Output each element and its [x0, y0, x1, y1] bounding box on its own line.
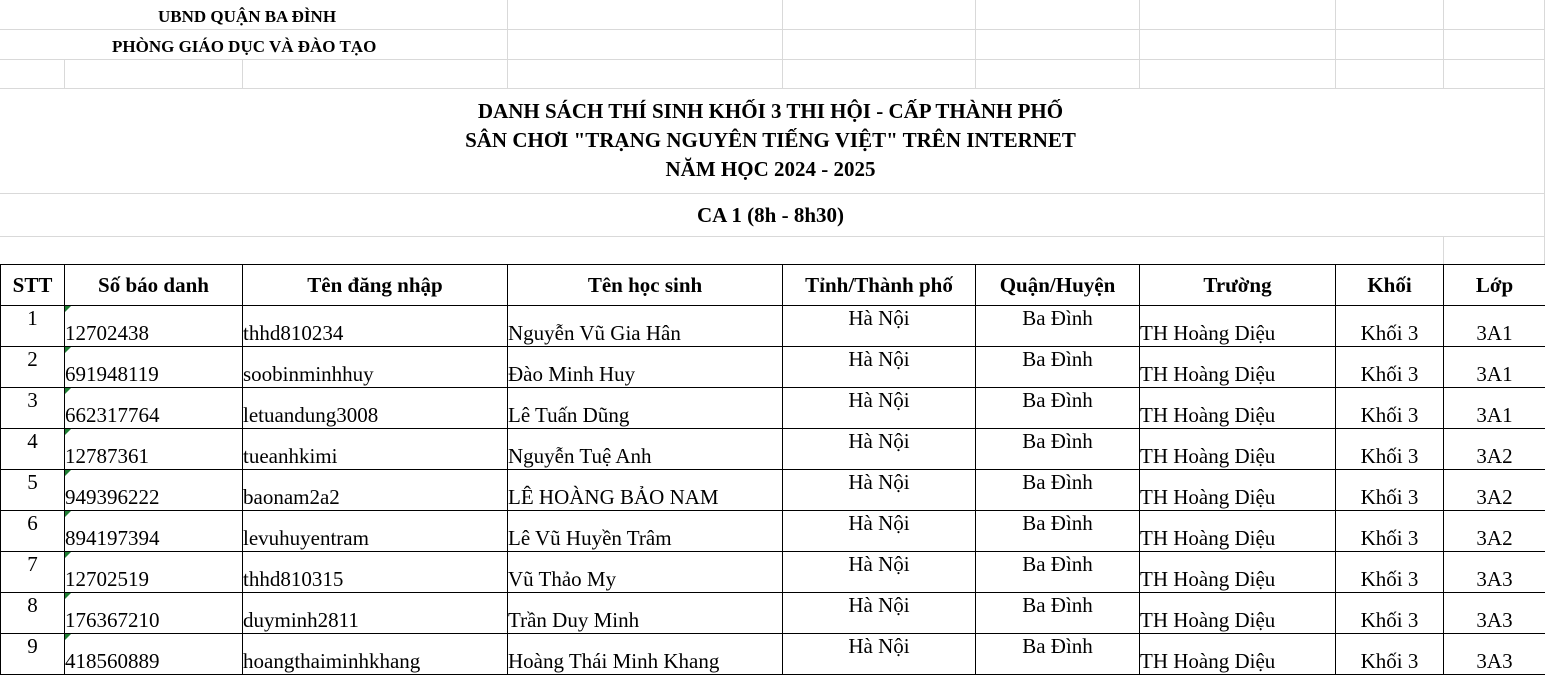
stt-cell[interactable]: 7: [1, 552, 65, 593]
col-header-name[interactable]: Tên học sinh: [508, 265, 783, 306]
province-cell[interactable]: Hà Nội: [783, 552, 976, 593]
stt-cell[interactable]: 2: [1, 347, 65, 388]
sbd-cell[interactable]: 894197394: [65, 511, 243, 552]
province-cell[interactable]: Hà Nội: [783, 347, 976, 388]
username-cell[interactable]: baonam2a2: [243, 470, 508, 511]
province-cell[interactable]: Hà Nội: [783, 306, 976, 347]
district-cell[interactable]: Ba Đình: [976, 388, 1140, 429]
username-cell[interactable]: hoangthaiminhkhang: [243, 634, 508, 675]
student-name-cell[interactable]: LÊ HOÀNG BẢO NAM: [508, 470, 783, 511]
title-line-1: DANH SÁCH THÍ SINH KHỐI 3 THI HỘI - CẤP THÀNH PHỐ: [0, 99, 1541, 124]
class-cell[interactable]: 3A2: [1444, 511, 1545, 552]
col-header-class[interactable]: Lớp: [1444, 265, 1545, 306]
gridline: [0, 29, 1545, 30]
school-cell[interactable]: TH Hoàng Diệu: [1140, 552, 1336, 593]
school-cell[interactable]: TH Hoàng Diệu: [1140, 347, 1336, 388]
grade-cell[interactable]: Khối 3: [1336, 593, 1444, 634]
gridline: [507, 0, 508, 88]
grade-cell[interactable]: Khối 3: [1336, 347, 1444, 388]
col-header-province[interactable]: Tỉnh/Thành phố: [783, 265, 976, 306]
table-row: [1, 511, 1545, 552]
sbd-cell[interactable]: 691948119: [65, 347, 243, 388]
username-cell[interactable]: thhd810315: [243, 552, 508, 593]
student-name-cell[interactable]: Lê Vũ Huyền Trâm: [508, 511, 783, 552]
sbd-cell[interactable]: 12787361: [65, 429, 243, 470]
sbd-cell[interactable]: 418560889: [65, 634, 243, 675]
class-cell[interactable]: 3A2: [1444, 429, 1545, 470]
org-line-1: UBND QUẬN BA ĐÌNH: [158, 7, 336, 27]
school-cell[interactable]: TH Hoàng Diệu: [1140, 306, 1336, 347]
gridline: [1139, 0, 1140, 88]
student-name-cell[interactable]: Hoàng Thái Minh Khang: [508, 634, 783, 675]
class-cell[interactable]: 3A3: [1444, 634, 1545, 675]
province-cell[interactable]: Hà Nội: [783, 470, 976, 511]
table-row: [1, 306, 1545, 347]
district-cell[interactable]: Ba Đình: [976, 429, 1140, 470]
username-cell[interactable]: tueanhkimi: [243, 429, 508, 470]
grade-cell[interactable]: Khối 3: [1336, 306, 1444, 347]
col-header-district[interactable]: Quận/Huyện: [976, 265, 1140, 306]
student-name-cell[interactable]: Nguyễn Tuệ Anh: [508, 429, 783, 470]
school-cell[interactable]: TH Hoàng Diệu: [1140, 429, 1336, 470]
table-row: [1, 552, 1545, 593]
school-cell[interactable]: TH Hoàng Diệu: [1140, 388, 1336, 429]
table-body: [1, 306, 1545, 675]
col-header-username[interactable]: Tên đăng nhập: [243, 265, 508, 306]
gridline: [0, 88, 1545, 89]
student-name-cell[interactable]: Đào Minh Huy: [508, 347, 783, 388]
username-cell[interactable]: duyminh2811: [243, 593, 508, 634]
student-name-cell[interactable]: Vũ Thảo My: [508, 552, 783, 593]
district-cell[interactable]: Ba Đình: [976, 347, 1140, 388]
gridline: [0, 236, 1545, 237]
district-cell[interactable]: Ba Đình: [976, 593, 1140, 634]
grade-cell[interactable]: Khối 3: [1336, 470, 1444, 511]
grade-cell[interactable]: Khối 3: [1336, 388, 1444, 429]
col-header-stt[interactable]: STT: [1, 265, 65, 306]
session-label: CA 1 (8h - 8h30): [0, 203, 1541, 228]
gridline: [975, 0, 976, 88]
gridline: [0, 193, 1545, 194]
sbd-cell[interactable]: 662317764: [65, 388, 243, 429]
class-cell[interactable]: 3A3: [1444, 593, 1545, 634]
school-cell[interactable]: TH Hoàng Diệu: [1140, 593, 1336, 634]
sbd-cell[interactable]: 176367210: [65, 593, 243, 634]
school-cell[interactable]: TH Hoàng Diệu: [1140, 634, 1336, 675]
district-cell[interactable]: Ba Đình: [976, 470, 1140, 511]
table-row: [1, 593, 1545, 634]
sbd-cell[interactable]: 949396222: [65, 470, 243, 511]
username-cell[interactable]: levuhuyentram: [243, 511, 508, 552]
gridline: [1443, 0, 1444, 88]
stt-cell[interactable]: 9: [1, 634, 65, 675]
table-row: [1, 634, 1545, 675]
school-cell[interactable]: TH Hoàng Diệu: [1140, 511, 1336, 552]
title-line-3: NĂM HỌC 2024 - 2025: [0, 157, 1541, 182]
gridline: [1443, 236, 1444, 264]
grade-cell[interactable]: Khối 3: [1336, 511, 1444, 552]
gridline: [0, 59, 1545, 60]
stt-cell[interactable]: 1: [1, 306, 65, 347]
table-row: [1, 429, 1545, 470]
class-cell[interactable]: 3A2: [1444, 470, 1545, 511]
province-cell[interactable]: Hà Nội: [783, 429, 976, 470]
class-cell[interactable]: 3A1: [1444, 306, 1545, 347]
table-header-row: [1, 265, 1545, 306]
table-row: [1, 470, 1545, 511]
username-cell[interactable]: soobinminhhuy: [243, 347, 508, 388]
student-name-cell[interactable]: Lê Tuấn Dũng: [508, 388, 783, 429]
gridline: [64, 59, 65, 88]
sbd-cell[interactable]: 12702519: [65, 552, 243, 593]
province-cell[interactable]: Hà Nội: [783, 593, 976, 634]
gridline: [1335, 0, 1336, 88]
class-cell[interactable]: 3A1: [1444, 388, 1545, 429]
username-cell[interactable]: thhd810234: [243, 306, 508, 347]
stt-cell[interactable]: 6: [1, 511, 65, 552]
student-name-cell[interactable]: Nguyễn Vũ Gia Hân: [508, 306, 783, 347]
sbd-cell[interactable]: 12702438: [65, 306, 243, 347]
grade-cell[interactable]: Khối 3: [1336, 634, 1444, 675]
grade-cell[interactable]: Khối 3: [1336, 429, 1444, 470]
stt-cell[interactable]: 8: [1, 593, 65, 634]
school-cell[interactable]: TH Hoàng Diệu: [1140, 470, 1336, 511]
district-cell[interactable]: Ba Đình: [976, 552, 1140, 593]
province-cell[interactable]: Hà Nội: [783, 388, 976, 429]
class-cell[interactable]: 3A1: [1444, 347, 1545, 388]
class-cell[interactable]: 3A3: [1444, 552, 1545, 593]
stt-cell[interactable]: 5: [1, 470, 65, 511]
province-cell[interactable]: Hà Nội: [783, 511, 976, 552]
student-name-cell[interactable]: Trần Duy Minh: [508, 593, 783, 634]
stt-cell[interactable]: 3: [1, 388, 65, 429]
table-row: [1, 388, 1545, 429]
col-header-school[interactable]: Trường: [1140, 265, 1336, 306]
username-cell[interactable]: letuandung3008: [243, 388, 508, 429]
grade-cell[interactable]: Khối 3: [1336, 552, 1444, 593]
gridline: [782, 0, 783, 88]
province-cell[interactable]: Hà Nội: [783, 634, 976, 675]
table-row: [1, 347, 1545, 388]
gridline: [242, 59, 243, 88]
title-line-2: SÂN CHƠI "TRẠNG NGUYÊN TIẾNG VIỆT" TRÊN INTERNET: [0, 128, 1541, 153]
district-cell[interactable]: Ba Đình: [976, 511, 1140, 552]
org-line-2: PHÒNG GIÁO DỤC VÀ ĐÀO TẠO: [112, 37, 376, 57]
candidate-table: [0, 264, 1545, 675]
district-cell[interactable]: Ba Đình: [976, 306, 1140, 347]
stt-cell[interactable]: 4: [1, 429, 65, 470]
col-header-grade[interactable]: Khối: [1336, 265, 1444, 306]
district-cell[interactable]: Ba Đình: [976, 634, 1140, 675]
col-header-sbd[interactable]: Số báo danh: [65, 265, 243, 306]
